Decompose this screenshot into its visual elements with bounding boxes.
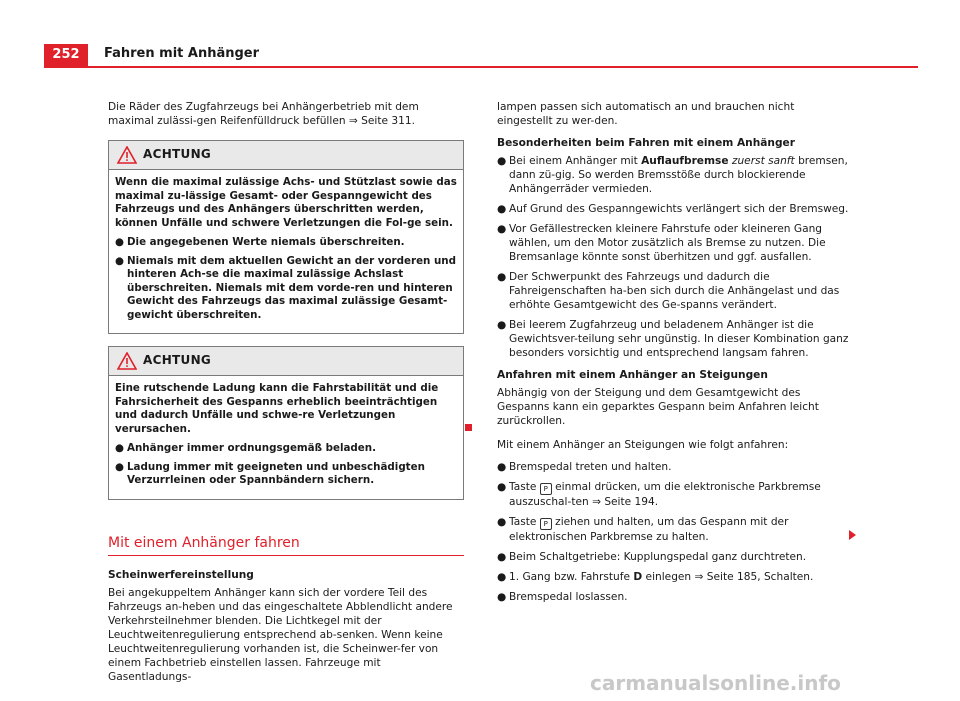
slopes-paragraph: Abhängig von der Steigung und dem Gesamtgewicht des Gespanns kann ein geparktes Gespann beim Anfahren leicht zurückrollen. [497,387,819,427]
list-item-text: Die angegebenen Werte niemals überschreiten. [127,236,405,248]
list-item [115,255,457,323]
list-item-text: Anhänger immer ordnungsgemäß beladen. [127,442,377,454]
page-number: 252 [44,44,88,66]
bullet-dot: ● [497,571,507,583]
list-item-text: 1. Gang bzw. Fahrstufe D einlegen ⇒ Seite 185, Schalten. [509,571,814,583]
list-item [497,154,849,196]
list-item [115,442,457,456]
bullet-dot: ● [497,591,507,603]
bullet-dot: ● [497,551,507,563]
list-item [497,270,849,312]
header-rule [44,66,918,68]
bullet-dot: ● [497,481,507,493]
bullet-dot: ● [115,236,124,248]
parking-brake-icon: P [540,518,552,530]
warning-header-1 [109,141,463,170]
list-item [497,222,849,264]
list-item-text: Der Schwerpunkt des Fahrzeugs und dadurch die Fahreigenschaften ha-ben sich durch die Anhängelast und das erhöhte Gesamtgewicht des Ge-spanns verändert. [509,271,840,311]
bullet-dot: ● [497,203,507,215]
headlights-paragraph: Bei angekuppeltem Anhänger kann sich der vordere Teil des Fahrzeugs an-heben und das eingeschaltete Abblendlicht andere Verkehrsteilnehmer blenden. Die Lichtkegel mit der Leuchtweitenregulierung entsprechend ab-senken. Wenn keine Leuchtweitenregulierung vorhanden ist, die Scheinwer-fer von einem Fachbetrieb einstellen lassen. Fahrzeuge mit Gasentladungs- [108,586,453,683]
list-item [497,318,849,360]
bullet-dot: ● [497,461,507,473]
list-item [497,550,849,564]
bullet-dot: ● [115,442,124,454]
subheading-slopes: Anfahren mit einem Anhänger an Steigungen [497,369,768,381]
warning-title-2: ACHTUNG [143,353,212,367]
list-item [497,515,849,544]
subheading-driving: Besonderheiten beim Fahren mit einem Anhänger [497,137,795,149]
intro-paragraph: Die Räder des Zugfahrzeugs bei Anhängerbetrieb mit dem maximal zulässi-gen Reifenfülldruck befüllen ⇒ Seite 311. [108,101,419,127]
watermark: carmanualsonline.info [590,671,841,695]
bullet-dot: ● [497,271,507,283]
warning-text-1: Wenn die maximal zulässige Achs- und Stützlast sowie das maximal zu-lässige Gesamt- oder Gespanngewicht des Fahrzeugs und des Anhängers überschritten werden, können Unfälle und schwere Verletzungen die Fol-ge sein. [115,176,457,229]
warning-body-1 [109,170,463,333]
list-item-text: Bei leerem Zugfahrzeug und beladenem Anhänger ist die Gewichtsver-teilung sehr ungünstig. In dieser Kombination ganz besonders vorsichtig und entsprechend langsam fahren. [509,319,849,359]
list-item-text: Bei einem Anhänger mit Auflaufbremse zuerst sanft bremsen, dann zü-gig. So werden Bremsstöße durch blockierende Anhängerräder vermieden. [509,155,848,195]
list-item [497,202,849,216]
right-column [497,100,849,610]
parking-brake-icon: P [540,483,552,495]
list-item [115,236,457,250]
list-item-text: Ladung immer mit geeigneten und unbeschädigten Verzurrleinen oder Spannbändern sichern. [127,460,425,486]
warning-title-1: ACHTUNG [143,147,212,161]
warning-header-2 [109,347,463,376]
subheading-headlights: Scheinwerfereinstellung [108,568,254,581]
continue-arrow-icon [849,530,856,540]
warning-body-2 [109,376,463,499]
bullet-dot: ● [115,254,124,267]
warning-box-2 [108,346,464,500]
bullet-dot: ● [497,223,507,235]
bullet-dot: ● [497,516,507,528]
list-item-text: Niemals mit dem aktuellen Gewicht an der vorderen und hinteren Ach-se die maximal zulässige Achslast überschreiten. Niemals mit dem vorde-ren und hinteren Gewicht des Fahrzeugs das maximal zulässige Gesamt-gewicht überschreiten. [127,254,457,321]
slopes-instructions: Mit einem Anhänger an Steigungen wie folgt anfahren: [497,439,789,451]
left-column [108,100,464,691]
continuation-paragraph: lampen passen sich automatisch an und brauchen nicht eingestellt zu wer-den. [497,101,795,127]
list-item-text: Taste P ziehen und halten, um das Gespann mit der elektronischen Parkbremse zu halten. [509,516,789,543]
list-item [497,590,849,604]
list-item-text: Bremspedal treten und halten. [509,461,672,473]
section-end-marker [465,424,472,431]
list-item [497,570,849,584]
list-item [497,480,849,509]
bullet-dot: ● [497,319,507,331]
page-title: Fahren mit Anhänger [104,46,260,61]
list-item [115,461,457,488]
warning-triangle-icon [117,146,137,164]
list-item-text: Taste P einmal drücken, um die elektronische Parkbremse auszuschal-ten ⇒ Seite 194. [509,481,821,508]
warning-triangle-icon [117,352,137,370]
list-item [497,460,849,474]
list-item-text: Beim Schaltgetriebe: Kupplungspedal ganz durchtreten. [509,551,807,563]
list-item-text: Vor Gefällestrecken kleinere Fahrstufe oder kleineren Gang wählen, um den Motor zusätzlich als Bremse zu nutzen. Die Bremsanlage könnte sonst überhitzen und ggf. ausfallen. [509,223,826,263]
bullet-dot: ● [115,460,124,473]
warning-box-1 [108,140,464,334]
section-title: Mit einem Anhänger fahren [108,536,464,556]
list-item-text: Bremspedal loslassen. [509,591,628,603]
warning-text-2: Eine rutschende Ladung kann die Fahrstabilität und die Fahrsicherheit des Gespanns erheblich beeinträchtigen und dadurch Unfälle und schwe-re Verletzungen verursachen. [115,382,439,435]
list-item-text: Auf Grund des Gespanngewichts verlängert sich der Bremsweg. [509,203,849,215]
bullet-dot: ● [497,155,507,167]
